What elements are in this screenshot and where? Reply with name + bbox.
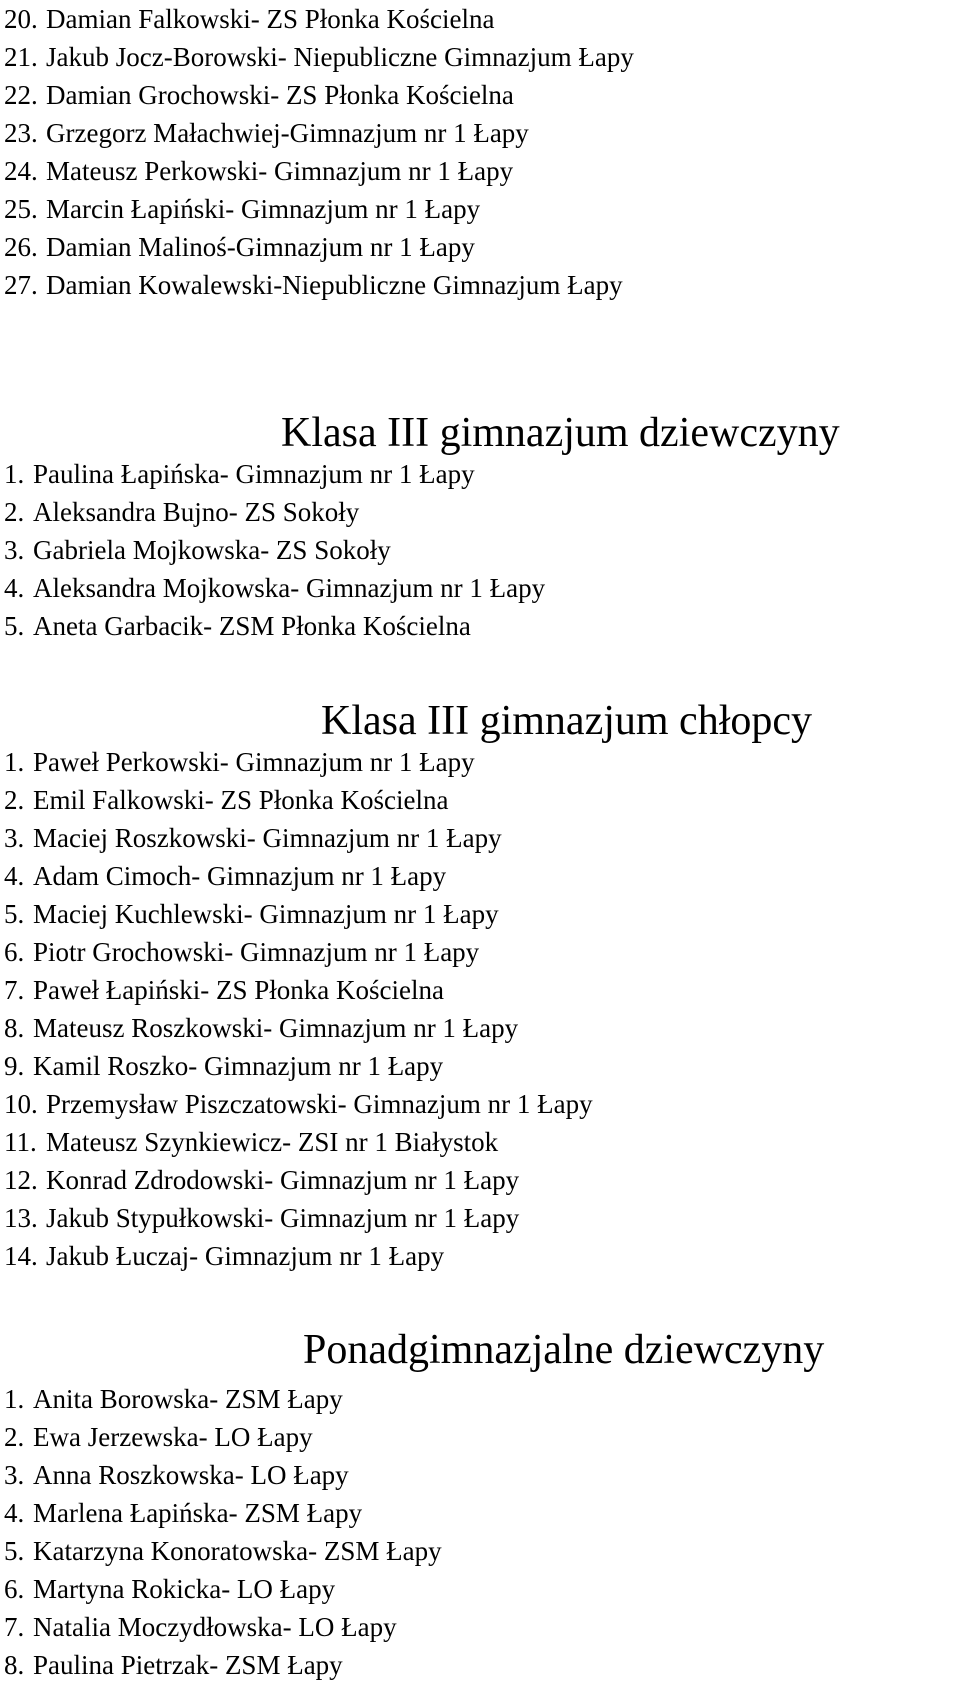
entry-name-school: Mateusz Szynkiewicz- ZSI nr 1 Białystok [46,1127,499,1157]
list-item [4,933,593,971]
entry-number: 27. [4,270,38,300]
entry-number: 7. [4,1612,25,1642]
entry-number: 8. [4,1013,25,1043]
entry-name-school: Gabriela Mojkowska- ZS Sokoły [33,535,391,565]
list-item [4,190,634,228]
list-item [4,895,593,933]
list-item [4,569,545,607]
list-item [4,1085,593,1123]
list-item [4,76,634,114]
list-item [4,1456,442,1494]
list-item [4,1494,442,1532]
entry-name-school: Paulina Łapińska- Gimnazjum nr 1 Łapy [33,459,475,489]
entry-name-school: Maciej Roszkowski- Gimnazjum nr 1 Łapy [33,823,502,853]
entry-name-school: Grzegorz Małachwiej-Gimnazjum nr 1 Łapy [46,118,529,148]
list-item [4,152,634,190]
list-item [4,228,634,266]
entry-name-school: Konrad Zdrodowski- Gimnazjum nr 1 Łapy [46,1165,520,1195]
entry-name-school: Przemysław Piszczatowski- Gimnazjum nr 1 Łapy [46,1089,593,1119]
entry-number: 23. [4,118,38,148]
list-item [4,38,634,76]
entry-name-school: Marlena Łapińska- ZSM Łapy [33,1498,363,1528]
entry-name-school: Jakub Stypułkowski- Gimnazjum nr 1 Łapy [46,1203,520,1233]
list-item [4,1418,442,1456]
list-item [4,857,593,895]
entry-number: 25. [4,194,38,224]
entry-name-school: Maciej Kuchlewski- Gimnazjum nr 1 Łapy [33,899,499,929]
section-heading-post-gymnasium-girls: Ponadgimnazjalne dziewczyny [303,1327,825,1373]
section-heading-girls-class-3: Klasa III gimnazjum dziewczyny [281,410,840,456]
entry-name-school: Adam Cimoch- Gimnazjum nr 1 Łapy [33,861,447,891]
entry-number: 12. [4,1165,38,1195]
entry-name-school: Aleksandra Mojkowska- Gimnazjum nr 1 Łapy [33,573,546,603]
entry-name-school: Damian Falkowski- ZS Płonka Kościelna [46,4,495,34]
list-item [4,531,545,569]
entry-name-school: Paweł Łapiński- ZS Płonka Kościelna [33,975,444,1005]
entry-name-school: Marcin Łapiński- Gimnazjum nr 1 Łapy [46,194,481,224]
entry-number: 6. [4,1574,25,1604]
entry-number: 10. [4,1089,38,1119]
entry-name-school: Aleksandra Bujno- ZS Sokoły [33,497,360,527]
list-item [4,266,634,304]
results-list-post-gymnasium-girls [4,1380,442,1684]
entry-number: 22. [4,80,38,110]
entry-name-school: Damian Grochowski- ZS Płonka Kościelna [46,80,514,110]
entry-number: 21. [4,42,38,72]
entry-number: 1. [4,747,25,777]
entry-name-school: Katarzyna Konoratowska- ZSM Łapy [33,1536,442,1566]
list-item [4,493,545,531]
list-item [4,1380,442,1418]
entry-number: 6. [4,937,25,967]
entry-name-school: Paulina Pietrzak- ZSM Łapy [33,1650,343,1680]
list-item [4,455,545,493]
entry-name-school: Aneta Garbacik- ZSM Płonka Kościelna [33,611,471,641]
list-item [4,819,593,857]
entry-name-school: Anna Roszkowska- LO Łapy [33,1460,349,1490]
results-list-boys-class-3 [4,743,593,1275]
entry-number: 3. [4,823,25,853]
results-list-continued [4,0,634,304]
entry-number: 1. [4,1384,25,1414]
list-item [4,1123,593,1161]
section-heading-boys-class-3: Klasa III gimnazjum chłopcy [321,698,812,744]
list-item [4,743,593,781]
entry-name-school: Martyna Rokicka- LO Łapy [33,1574,336,1604]
entry-number: 9. [4,1051,25,1081]
entry-name-school: Damian Kowalewski-Niepubliczne Gimnazjum Łapy [46,270,623,300]
entry-name-school: Piotr Grochowski- Gimnazjum nr 1 Łapy [33,937,480,967]
entry-name-school: Emil Falkowski- ZS Płonka Kościelna [33,785,449,815]
entry-name-school: Paweł Perkowski- Gimnazjum nr 1 Łapy [33,747,475,777]
list-item [4,971,593,1009]
list-item [4,1237,593,1275]
entry-number: 4. [4,573,25,603]
entry-number: 14. [4,1241,38,1271]
list-item [4,781,593,819]
entry-name-school: Damian Malinoś-Gimnazjum nr 1 Łapy [46,232,475,262]
list-item [4,1199,593,1237]
entry-number: 11. [4,1127,37,1157]
entry-number: 2. [4,785,25,815]
entry-number: 4. [4,1498,25,1528]
entry-number: 26. [4,232,38,262]
list-item [4,1646,442,1684]
entry-number: 3. [4,1460,25,1490]
entry-number: 5. [4,611,25,641]
entry-number: 8. [4,1650,25,1680]
entry-number: 1. [4,459,25,489]
list-item [4,1532,442,1570]
entry-number: 24. [4,156,38,186]
entry-number: 4. [4,861,25,891]
entry-number: 7. [4,975,25,1005]
results-list-girls-class-3 [4,455,545,645]
entry-name-school: Kamil Roszko- Gimnazjum nr 1 Łapy [33,1051,444,1081]
entry-name-school: Mateusz Roszkowski- Gimnazjum nr 1 Łapy [33,1013,519,1043]
entry-number: 5. [4,899,25,929]
entry-name-school: Jakub Łuczaj- Gimnazjum nr 1 Łapy [46,1241,445,1271]
list-item [4,0,634,38]
entry-name-school: Ewa Jerzewska- LO Łapy [33,1422,313,1452]
entry-number: 13. [4,1203,38,1233]
entry-number: 2. [4,1422,25,1452]
entry-name-school: Anita Borowska- ZSM Łapy [33,1384,343,1414]
entry-name-school: Natalia Moczydłowska- LO Łapy [33,1612,397,1642]
entry-number: 3. [4,535,25,565]
entry-name-school: Mateusz Perkowski- Gimnazjum nr 1 Łapy [46,156,514,186]
list-item [4,1608,442,1646]
entry-number: 5. [4,1536,25,1566]
entry-number: 2. [4,497,25,527]
list-item [4,607,545,645]
list-item [4,1009,593,1047]
entry-number: 20. [4,4,38,34]
list-item [4,1570,442,1608]
list-item [4,1047,593,1085]
list-item [4,1161,593,1199]
entry-name-school: Jakub Jocz-Borowski- Niepubliczne Gimnazjum Łapy [46,42,634,72]
list-item [4,114,634,152]
